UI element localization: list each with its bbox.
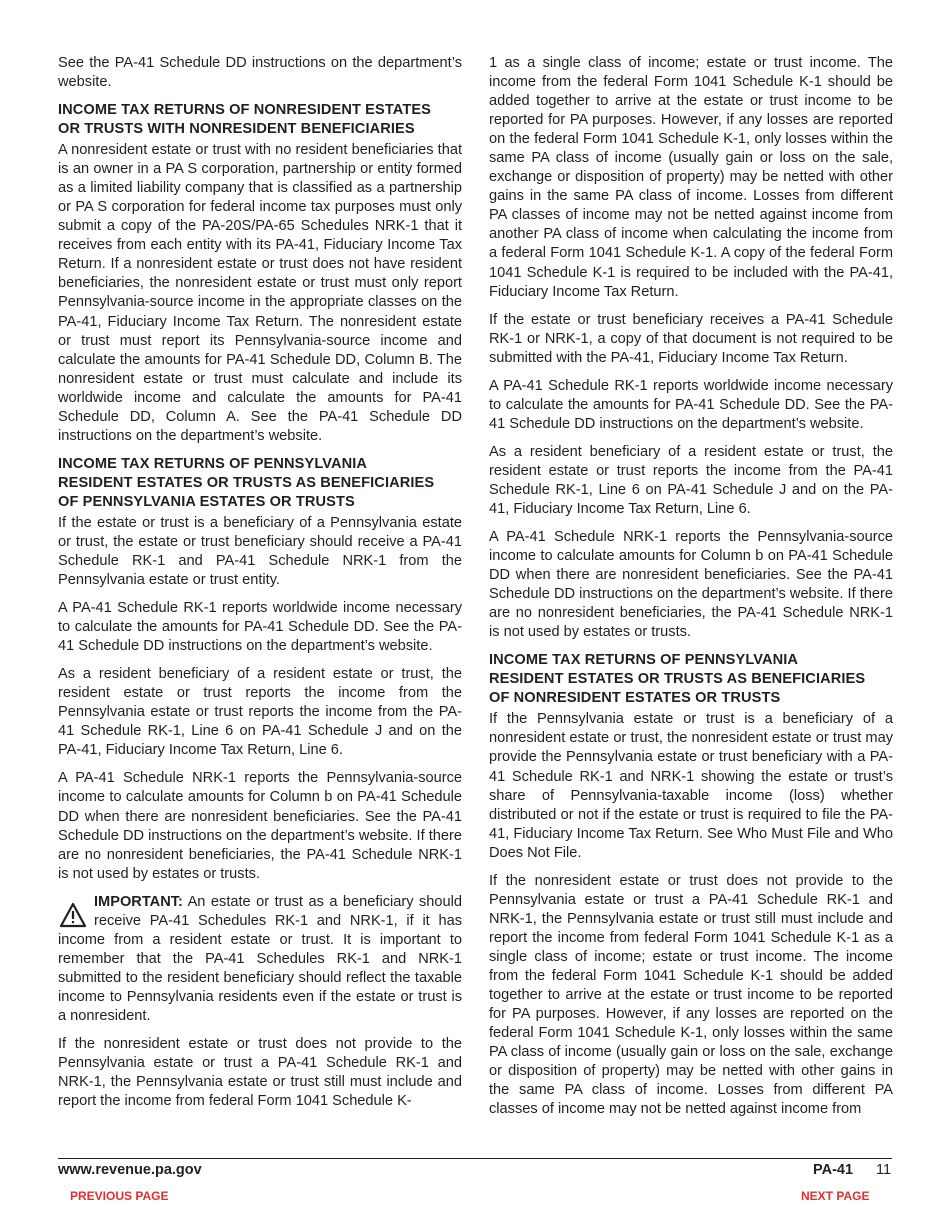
important-text: An estate or trust as a beneficiary should receive PA-41 Schedules RK-1 and NRK-1, if it has income from a resident estate or trust. It is important to remember that the PA-41 Schedules RK-1 and NRK-1 submitted to the resident beneficiary should reflect the taxable income to Pennsylvania residents even if the estate or trust is a nonresident. (58, 893, 462, 1024)
body-paragraph: As a resident beneficiary of a resident estate or trust, the resident estate or trust reports the income from the Pennsylvania estate or trust reports the income from the PA-41 Schedule RK-1, Line 6 on PA-41 Schedule J and on the PA-41, Fiduciary Income Tax Return, Line 6. (58, 666, 462, 759)
left-column (58, 54, 462, 1120)
section-heading-pa-resident-of-nonresident: INCOME TAX RETURNS OF PENNSYLVANIA RESIDENT ESTATES OR TRUSTS AS BENEFICIARIES OF NONRESIDENT ESTATES OR TRUSTS (489, 652, 866, 707)
body-paragraph: 1 as a single class of income; estate or trust income. The income from the federal Form 1041 Schedule K-1 should be added together to arrive at the estate or trust income to be reported for PA purposes. However, if any losses are reported on the federal Form 1041 Schedule K-1, only losses within the same PA class of income (usually gain or loss on the sale, exchange or disposition of property) may be netted with other gains in the same PA class of income. Losses from different PA classes of income may not be netted against income from another PA class of income when calculating the income from a federal Form 1041 Schedule K-1. A copy of the federal Form 1041 Schedule K-1 is required to be included with the PA-41, Fiduciary Income Tax Return. (489, 55, 893, 300)
body-paragraph: A PA-41 Schedule NRK-1 reports the Pennsylvania-source income to calculate amounts for Column b on PA-41 Schedule DD when there are nonresident beneficiaries. See the PA-41 Schedule DD instructions on the department’s website. If there are no nonresident beneficiaries, the PA-41 Schedule NRK-1 is not used by estates or trusts. (489, 529, 893, 641)
next-page-link[interactable]: NEXT PAGE (801, 1189, 870, 1203)
right-column (489, 54, 893, 1128)
intro-paragraph: See the PA-41 Schedule DD instructions on the department’s website. (58, 55, 462, 91)
body-paragraph: If the nonresident estate or trust does not provide to the Pennsylvania estate or trust a PA-41 Schedule RK-1 and NRK-1, the Pennsylvania estate or trust still must include and report the income from federal Form 1041 Schedule K-1 as a single class of income; estate or trust income. The income from the federal Form 1041 Schedule K-1 should be added together to arrive at the estate or trust income to be reported for PA purposes. However, if any losses are reported on the federal Form 1041 Schedule K-1, only losses within the same PA class of income (usually gain or loss on the sale, exchange or disposition of property) may be netted with other gains in the same PA class of income. Losses from different PA classes of income may not be netted against income from (489, 872, 893, 1118)
body-paragraph: As a resident beneficiary of a resident estate or trust, the resident estate or trust reports the income from the PA-41 Schedule RK-1, Line 6 on PA-41 Schedule J and on the PA-41, Fiduciary Income Tax Return, Line 6. (489, 443, 893, 518)
body-paragraph: If the estate or trust is a beneficiary of a Pennsylvania estate or trust, the estate or trust beneficiary should receive a PA-41 Schedule RK-1 and PA-41 Schedule NRK-1 from the Pennsylvania estate or trust entity. (58, 514, 462, 588)
previous-page-link[interactable]: PREVIOUS PAGE (70, 1189, 169, 1203)
body-paragraph: A PA-41 Schedule NRK-1 reports the Pennsylvania-source income to calculate amounts for Column b on PA-41 Schedule DD when there are nonresident beneficiaries. See the PA-41 Schedule DD instructions on the department’s website. If there are no nonresident beneficiaries, the PA-41 Schedule NRK-1 is not used by estates or trusts. (58, 770, 462, 882)
warning-icon (58, 894, 88, 930)
body-paragraph: A PA-41 Schedule RK-1 reports worldwide income necessary to calculate the amounts for PA-41 Schedule DD. See the PA-41 Schedule DD instructions on the department’s website. (58, 600, 462, 655)
section-heading-pa-resident-of-pa: INCOME TAX RETURNS OF PENNSYLVANIA RESIDENT ESTATES OR TRUSTS AS BENEFICIARIES OF PENNSYLVANIA ESTATES OR TRUSTS (58, 455, 435, 510)
body-paragraph: If the Pennsylvania estate or trust is a beneficiary of a nonresident estate or trust, the nonresident estate or trust may provide the Pennsylvania estate or trust beneficiary with a PA-41 Schedule RK-1 and NRK-1 showing the estate or trust’s share of Pennsylvania-taxable income (loss) whether distributed or not if the estate or trust is required to file the PA-41, Fiduciary Income Tax Return. See Who Must File and Who Does Not File. (489, 711, 893, 861)
footer-divider (58, 1158, 892, 1159)
body-paragraph: If the nonresident estate or trust does not provide to the Pennsylvania estate or trust a PA-41 Schedule RK-1 and NRK-1, the Pennsylvania estate or trust still must include and report the income from federal Form 1041 Schedule K- (58, 1036, 462, 1110)
section-body-paragraph: A nonresident estate or trust with no resident beneficiaries that is an owner in a PA S corporation, partnership or entity formed as a limited liability company that is classified as a partnership or PA S corporation for federal income tax purposes must only submit a copy of the PA-20S/PA-65 Schedules NRK-1 that it receives from each entity with its PA-41, Fiduciary Income Tax Return. If a nonresident estate or trust does not have resident beneficiaries, the nonresident estate or trust must only report Pennsylvania-source income in the appropriate classes on the PA-41, Fiduciary Income Tax Return. The nonresident estate or trust must report its Pennsylvania-source income and calculate the amounts for PA-41 Schedule DD, Column B. The nonresident estate or trust must calculate and include its worldwide income and calculate the amounts for PA-41 Schedule DD, Column A. See the PA-41 Schedule DD instructions on the department’s website. (58, 142, 462, 444)
section-heading-nonresident-estates: INCOME TAX RETURNS OF NONRESIDENT ESTATES OR TRUSTS WITH NONRESIDENT BENEFICIARIES (58, 102, 432, 138)
body-paragraph: A PA-41 Schedule RK-1 reports worldwide income necessary to calculate the amounts for PA-41 Schedule DD. See the PA-41 Schedule DD instructions on the department’s website. (489, 377, 893, 432)
body-paragraph: If the estate or trust beneficiary receives a PA-41 Schedule RK-1 or NRK-1, a copy of that document is not required to be submitted with the PA-41, Fiduciary Income Tax Return. (489, 311, 893, 366)
footer-page-number: 11 (876, 1162, 892, 1178)
important-label: IMPORTANT: (94, 893, 183, 910)
footer-form-name: PA-41 (813, 1162, 854, 1178)
important-note (58, 893, 462, 1026)
footer-website-url: www.revenue.pa.gov (58, 1162, 202, 1178)
